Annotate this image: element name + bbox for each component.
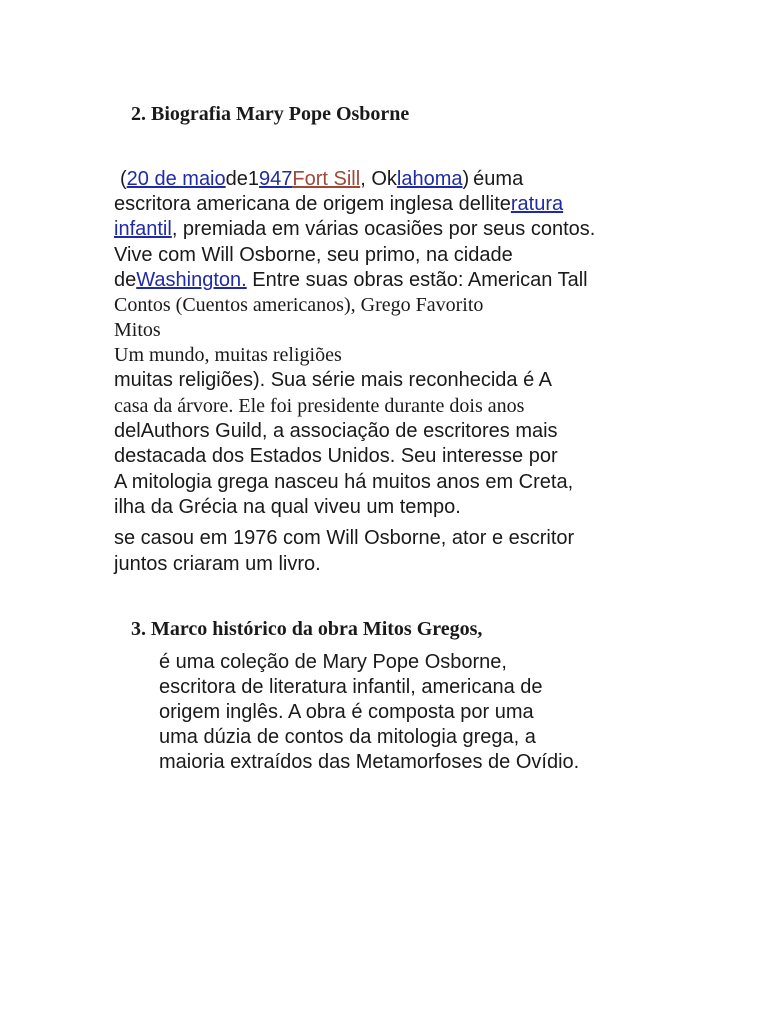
oklahoma-link[interactable]: lahoma	[396, 168, 463, 190]
bio-line-15: se casou em 1976 com Will Osborne, ator e escritor	[114, 527, 575, 549]
bio-line-2	[114, 193, 595, 216]
bio-line-5-text: Entre suas obras estão: American Tall	[246, 269, 588, 291]
bio-line-1-tail: éuma	[473, 168, 524, 190]
section-2-heading: 2. Biografia Mary Pope Osborne	[131, 103, 410, 125]
fort-sill-link[interactable]: Fort Sill	[292, 168, 361, 190]
bio-open-paren: (	[120, 168, 127, 190]
bio-de-text: de	[225, 168, 248, 190]
marco-line-3: origem inglês. A obra é composta por uma	[159, 701, 534, 723]
section-3-heading: 3. Marco histórico da obra Mitos Gregos,	[131, 618, 483, 640]
bio-line-5-de: de	[114, 269, 137, 291]
bio-line-10: casa da árvore. Ele foi presidente durante dois anos	[114, 395, 525, 417]
bio-line-11: delAuthors Guild, a associação de escritores mais	[114, 420, 558, 442]
bio-line-1	[120, 168, 523, 191]
literatura-prefix: lite	[485, 193, 511, 215]
bio-line-6: Contos (Cuentos americanos), Grego Favorito	[114, 294, 484, 316]
birth-year-link[interactable]: 947	[259, 168, 293, 190]
bio-line-5	[114, 269, 588, 292]
bio-line-4: Vive com Will Osborne, seu primo, na cidade	[114, 244, 513, 266]
bio-line-2-text: escritora americana de origem inglesa del	[114, 193, 486, 215]
bio-line-16: juntos criaram um livro.	[114, 553, 321, 575]
infantil-link[interactable]: infantil	[114, 218, 172, 240]
marco-line-1: é uma coleção de Mary Pope Osborne,	[159, 651, 507, 673]
bio-line-13: A mitologia grega nasceu há muitos anos em Creta,	[114, 471, 574, 493]
bio-line-14: ilha da Grécia na qual viveu um tempo.	[114, 496, 461, 518]
birth-date-link[interactable]: 20 de maio	[126, 168, 226, 190]
marco-line-5: maioria extraídos das Metamorfoses de Ovídio.	[159, 751, 580, 773]
bio-line-3	[114, 218, 595, 241]
bio-line-9: muitas religiões). Sua série mais reconhecida é A	[114, 369, 552, 391]
bio-line-12: destacada dos Estados Unidos. Seu interesse por	[114, 445, 558, 467]
washington-link[interactable]: Washington.	[136, 269, 247, 291]
bio-line-3-text: , premiada em várias ocasiões por seus contos.	[171, 218, 596, 240]
oklahoma-prefix: Ok	[371, 168, 397, 190]
marco-line-2: escritora de literatura infantil, americana de	[159, 676, 543, 698]
bio-comma: ,	[360, 168, 366, 190]
marco-line-4: uma dúzia de contos da mitologia grega, a	[159, 726, 536, 748]
bio-line-8: Um mundo, muitas religiões	[114, 344, 342, 366]
bio-line-7: Mitos	[114, 319, 161, 341]
bio-year-first-digit: 1	[247, 168, 260, 190]
literatura-link[interactable]: ratura	[510, 193, 564, 215]
bio-close-paren: )	[462, 168, 470, 190]
